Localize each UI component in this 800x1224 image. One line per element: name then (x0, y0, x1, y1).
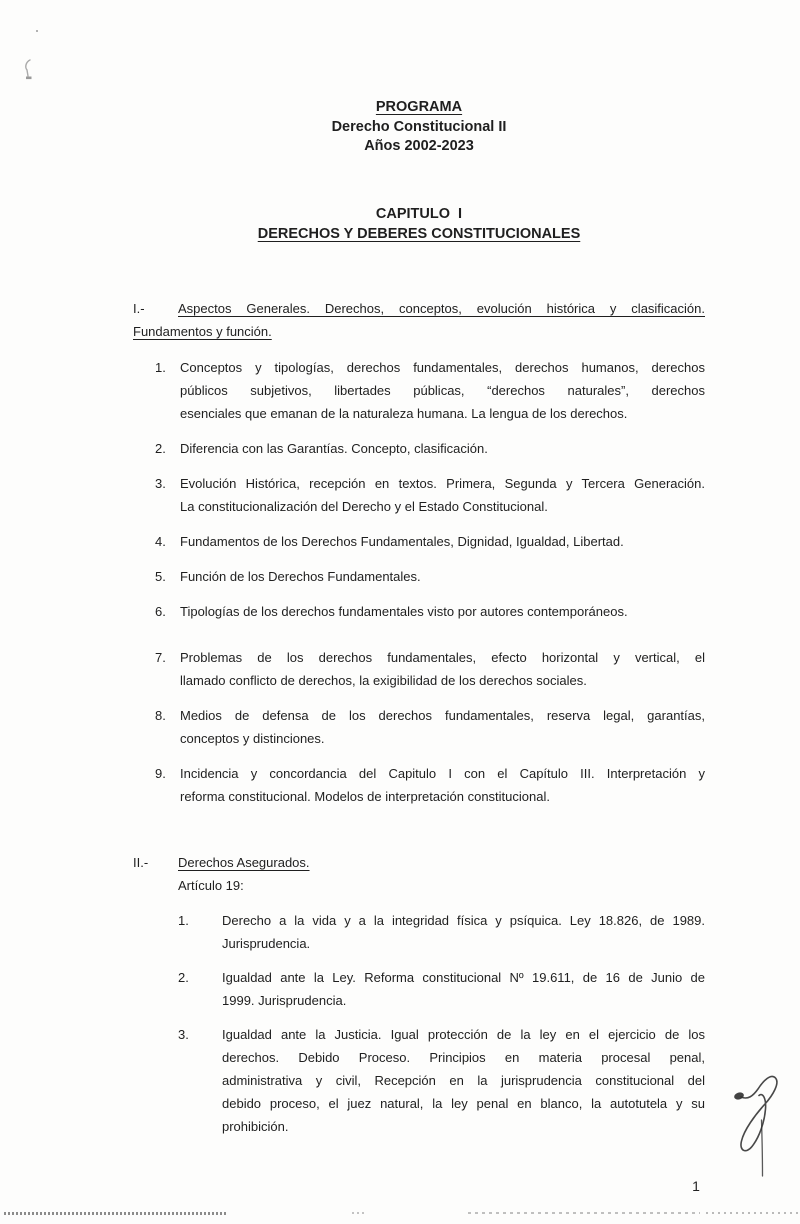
list-item-number: 1. (178, 913, 189, 928)
list-item-number: 1. (155, 360, 166, 375)
section1-item-2 (133, 437, 705, 460)
course-name: Derecho Constitucional II (331, 118, 507, 135)
list-item-text: Evolución Histórica, recepción en textos. Primera, Segunda y Tercera Generación. La constitucionalización del Derecho y el Estado Constitucional. (180, 476, 705, 514)
section2-item-3 (133, 1023, 705, 1138)
section1-item-8 (133, 704, 705, 750)
section1-item-6 (133, 600, 705, 623)
list-item-number: 6. (155, 604, 166, 619)
list-item-text: Fundamentos de los Derechos Fundamentales, Dignidad, Igualdad, Libertad. (180, 534, 624, 549)
list-item-text: Medios de defensa de los derechos fundamentales, reserva legal, garantías, conceptos y distinciones. (180, 708, 705, 746)
list-item-text: Igualdad ante la Justicia. Igual protección de la ley en el ejercicio de los derechos. Debido Proceso. Principios en materia procesal penal, administrativa y civil, Recepción en la jurisprudencia constitucional del debido proceso, el juez natural, la ley penal en blanco, la autotutela y su prohibición. (222, 1027, 705, 1134)
section-1-heading (133, 297, 705, 343)
scanner-edge-artifact (468, 1212, 700, 1214)
list-item-number: 4. (155, 534, 166, 549)
document-title: PROGRAMA (375, 99, 463, 115)
section1-item-1 (133, 356, 705, 425)
section-2-heading-line1 (133, 851, 705, 874)
section2-item-2 (133, 966, 705, 1012)
chapter-header (133, 205, 705, 244)
years-range: Años 2002-2023 (364, 138, 474, 154)
section-1-heading-line1 (133, 297, 705, 320)
section-2-list (133, 909, 705, 1138)
list-item-text: Conceptos y tipologías, derechos fundamentales, derechos humanos, derechos públicos subjetivos, libertades públicas, “derechos naturales”, derechos esenciales que emanan de la naturaleza humana. La lengua de los derechos. (180, 360, 705, 421)
page-number: 1 (692, 1178, 700, 1194)
chapter-number: CAPITULO I (375, 206, 463, 222)
section-2 (133, 851, 705, 1149)
section-1-numeral: I.- (133, 301, 145, 316)
pen-flourish-signature-mark (725, 1068, 787, 1182)
list-item-number: 2. (178, 970, 189, 985)
list-item-number: 5. (155, 569, 166, 584)
section1-item-5 (133, 565, 705, 588)
list-item-text: Derecho a la vida y a la integridad física y psíquica. Ley 18.826, de 1989. Jurisprudencia. (222, 913, 705, 951)
list-item-number: 9. (155, 766, 166, 781)
section1-item-7 (133, 646, 705, 692)
list-item-text: Diferencia con las Garantías. Concepto, clasificación. (180, 441, 488, 456)
section1-item-9 (133, 762, 705, 808)
list-item-text: Función de los Derechos Fundamentales. (180, 569, 421, 584)
scanner-edge-artifact (706, 1212, 798, 1214)
list-item-text: Problemas de los derechos fundamentales, efecto horizontal y vertical, el llamado conflicto de derechos, la exigibilidad de los derechos sociales. (180, 650, 705, 688)
section2-item-1 (133, 909, 705, 955)
scan-dot-artifact (36, 30, 38, 32)
section-2-numeral: II.- (133, 855, 149, 870)
section-2-heading-text: Derechos Asegurados. (178, 855, 310, 870)
section-1-list (133, 356, 705, 820)
chapter-title: DERECHOS Y DEBERES CONSTITUCIONALES (257, 225, 581, 242)
scanner-edge-artifact (4, 1212, 226, 1215)
document-header (133, 98, 705, 157)
section1-item-3 (133, 472, 705, 518)
section-1-heading-text: Aspectos Generales. Derechos, conceptos, evolución histórica y clasificación. (178, 301, 705, 316)
scan-smudge-artifact (22, 58, 36, 82)
list-item-number: 3. (155, 476, 166, 491)
list-item-number: 3. (178, 1027, 189, 1042)
list-item-number: 8. (155, 708, 166, 723)
list-item-number: 7. (155, 650, 166, 665)
list-item-text: Igualdad ante la Ley. Reforma constitucional Nº 19.611, de 16 de Junio de 1999. Jurisprudencia. (222, 970, 705, 1008)
section1-item-4 (133, 530, 705, 553)
section-2-subheading: Artículo 19: (178, 878, 244, 893)
list-item-text: Incidencia y concordancia del Capitulo I con el Capítulo III. Interpretación y reforma constitucional. Modelos de interpretación constitucional. (180, 766, 705, 804)
list-item-text: Tipologías de los derechos fundamentales visto por autores contemporáneos. (180, 604, 628, 619)
section-1-heading-line2: Fundamentos y función. (133, 324, 272, 339)
scanner-edge-artifact (352, 1212, 366, 1214)
list-item-number: 2. (155, 441, 166, 456)
